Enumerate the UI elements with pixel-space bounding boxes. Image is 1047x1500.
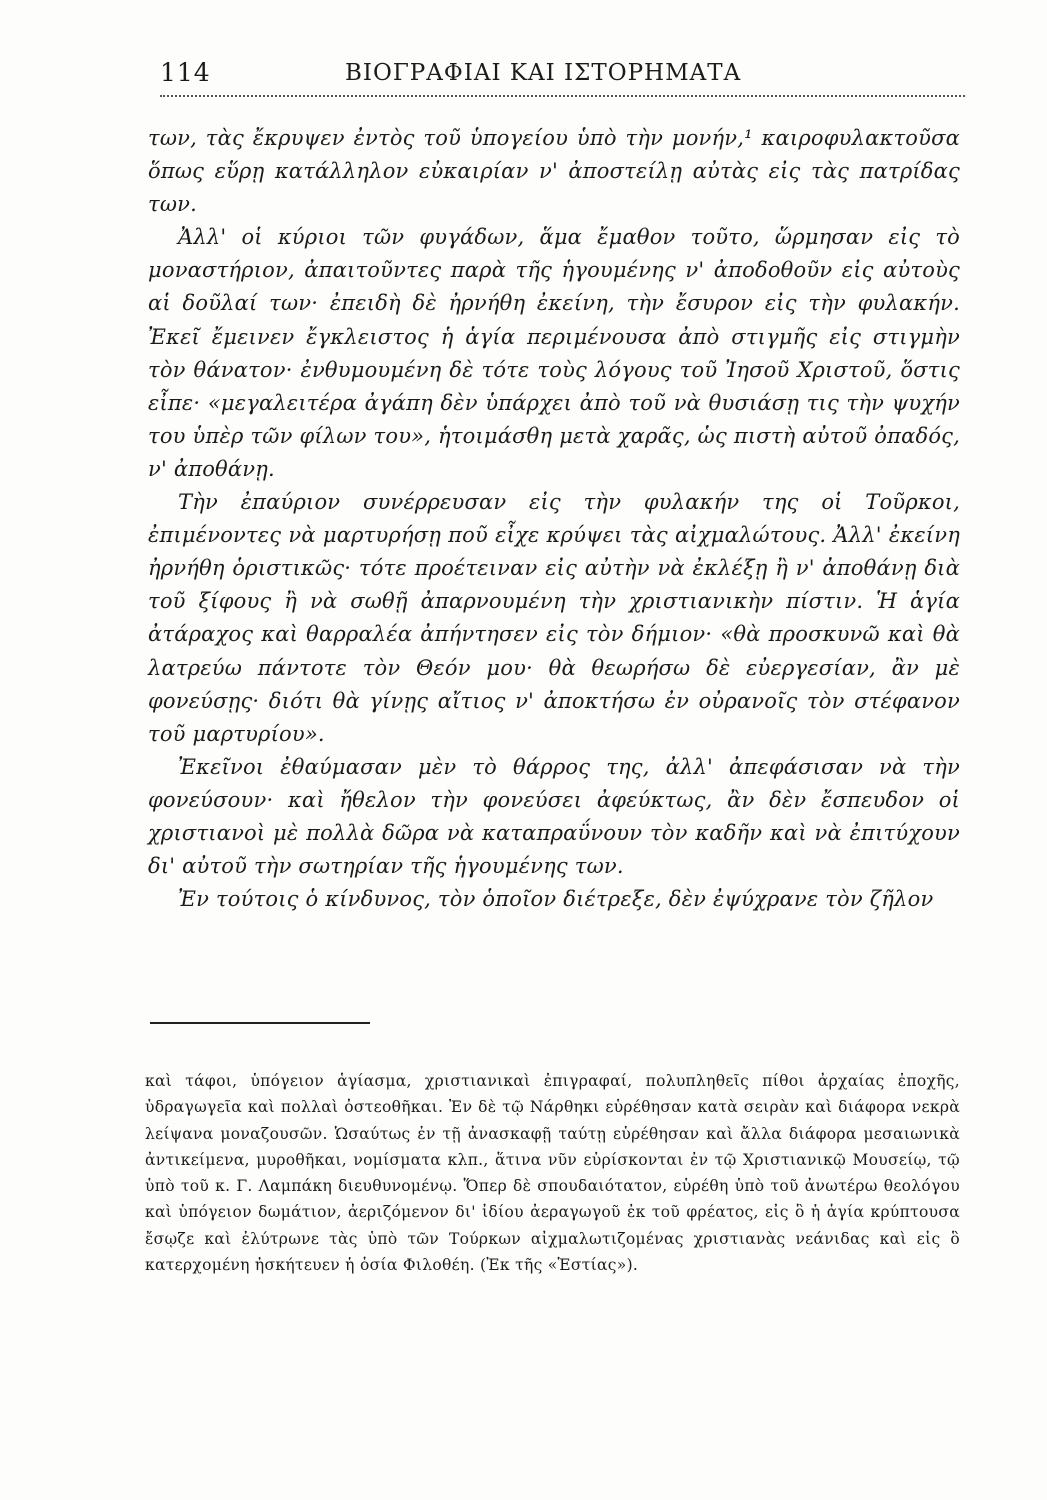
- paragraph: Ἐν τούτοις ὁ κίνδυνος, τὸν ὁποῖον διέτρεξε, δὲν ἐψύχρανε τὸν ζῆλον: [178, 887, 934, 912]
- paragraph: Τὴν ἐπαύριον συνέρρευσαν εἰς τὴν φυλακήν της οἱ Τοῦρκοι, ἐπιμένοντες νὰ μαρτυρήσῃ ποῦ εἶχε κρύψει τὰς αἰχμαλώτους. Ἀλλ' ἐκείνη ἠρνήθη ὁριστικῶς· τότε προέτειναν εἰς αὐτὴν νὰ ἐκλέξῃ ἢ ν' ἀποθάνῃ διὰ τοῦ ξίφους ἢ νὰ σωθῇ ἀπαρνουμένη τὴν χριστιανικὴν πίστιν. Ἡ ἁγία ἀτάραχος καὶ θαρραλέα ἀπήντησεν εἰς τὸν δήμιον· «θὰ προσκυνῶ καὶ θὰ λατρεύω πάντοτε τὸν Θεόν μου· θὰ θεωρήσω δὲ εὐεργεσίαν, ἂν μὲ φονεύσῃς· διότι θὰ γίνῃς αἴτιος ν' ἀποκτήσω ἐν οὐρανοῖς τὸν στέφανον τοῦ μαρτυρίου».: [148, 490, 960, 746]
- running-title: ΒΙΟΓΡΑΦΙΑΙ ΚΑΙ ΙΣΤΟΡΗΜΑΤΑ: [345, 60, 742, 86]
- footnote-rule: [150, 1022, 370, 1024]
- paragraph-continued: των, τὰς ἔκρυψεν ἐντὸς τοῦ ὑπογείου ὑπὸ τὴν μονήν,¹ καιροφυλακτοῦσα ὅπως εὕρῃ κατάλληλον εὐκαιρίαν ν' ἀποστείλῃ αὐτὰς εἰς τὰς πατρίδας των.: [148, 126, 960, 217]
- footnote-paragraph: καὶ τάφοι, ὑπόγειον ἁγίασμα, χριστιανικαὶ ἐπιγραφαί, πολυπληθεῖς πίθοι ἀρχαίας ἐποχῆς, ὑδραγωγεῖα καὶ πολλαὶ ὀστεοθῆκαι. Ἐν δὲ τῷ Νάρθηκι εὑρέθησαν κατὰ σειρὰν καὶ διάφορα νεκρὰ λείψανα μοναζουσῶν. Ὡσαύτως ἐν τῇ ἀνασκαφῇ ταύτῃ εὑρέθησαν καὶ ἄλλα διάφορα μεσαιωνικὰ ἀντικείμενα, μυροθῆκαι, νομίσματα κλπ., ἅτινα νῦν εὑρίσκονται ἐν τῷ Χριστιανικῷ Μουσείῳ, τῷ ὑπὸ τοῦ κ. Γ. Λαμπάκη διευθυνομένῳ. Ὅπερ δὲ σπουδαιότατον, εὑρέθη ὑπὸ τοῦ ἀνωτέρω θεολόγου καὶ ὑπόγειον δωμάτιον, ἀεριζόμενον δι' ἰδίου ἀεραγωγοῦ ἐκ τοῦ φρέατος, εἰς ὃ ἡ ἁγία κρύπτουσα ἔσῳζε καὶ ἐλύτρωνε τὰς ὑπὸ τῶν Τούρκων αἰχμαλωτιζομένας χριστιανὰς νεάνιδας καὶ εἰς ὃ κατερχομένη ἠσκήτευεν ἡ ὁσία Φιλοθέη. (Ἐκ τῆς «Ἑστίας»).: [145, 1072, 960, 1275]
- footnote: [145, 1068, 960, 1278]
- paragraph: Ἀλλ' οἱ κύριοι τῶν φυγάδων, ἅμα ἔμαθον τοῦτο, ὥρμησαν εἰς τὸ μοναστήριον, ἀπαιτοῦντες παρὰ τῆς ἡγουμένης ν' ἀποδοθοῦν εἰς αὐτοὺς αἱ δοῦλαί των· ἐπειδὴ δὲ ἠρνήθη ἐκείνη, τὴν ἔσυρον εἰς τὴν φυλακήν. Ἐκεῖ ἔμεινεν ἔγκλειστος ἡ ἁγία περιμένουσα ἀπὸ στιγμῆς εἰς στιγμὴν τὸν θάνατον· ἐνθυμουμένη δὲ τότε τοὺς λόγους τοῦ Ἰησοῦ Χριστοῦ, ὅστις εἶπε· «μεγαλειτέρα ἀγάπη δὲν ὑπάρχει ἀπὸ τοῦ νὰ θυσιάσῃ τις τὴν ψυχήν του ὑπὲρ τῶν φίλων του», ἡτοιμάσθη μετὰ χαρᾶς, ὡς πιστὴ αὐτοῦ ὀπαδός, ν' ἀποθάνῃ.: [148, 225, 960, 481]
- header-rule: [160, 95, 965, 97]
- main-text: [148, 122, 960, 916]
- page-number: 114: [160, 58, 211, 87]
- paragraph: Ἐκεῖνοι ἐθαύμασαν μὲν τὸ θάρρος της, ἀλλ' ἀπεφάσισαν νὰ τὴν φονεύσουν· καὶ ἤθελον τὴν φονεύσει ἀφεύκτως, ἂν δὲν ἔσπευδον οἱ χριστιανοὶ μὲ πολλὰ δῶρα νὰ καταπραΰνουν τὸν καδῆν καὶ νὰ ἐπιτύχουν δι' αὐτοῦ τὴν σωτηρίαν τῆς ἡγουμένης των.: [148, 754, 960, 879]
- page-header: [150, 52, 965, 92]
